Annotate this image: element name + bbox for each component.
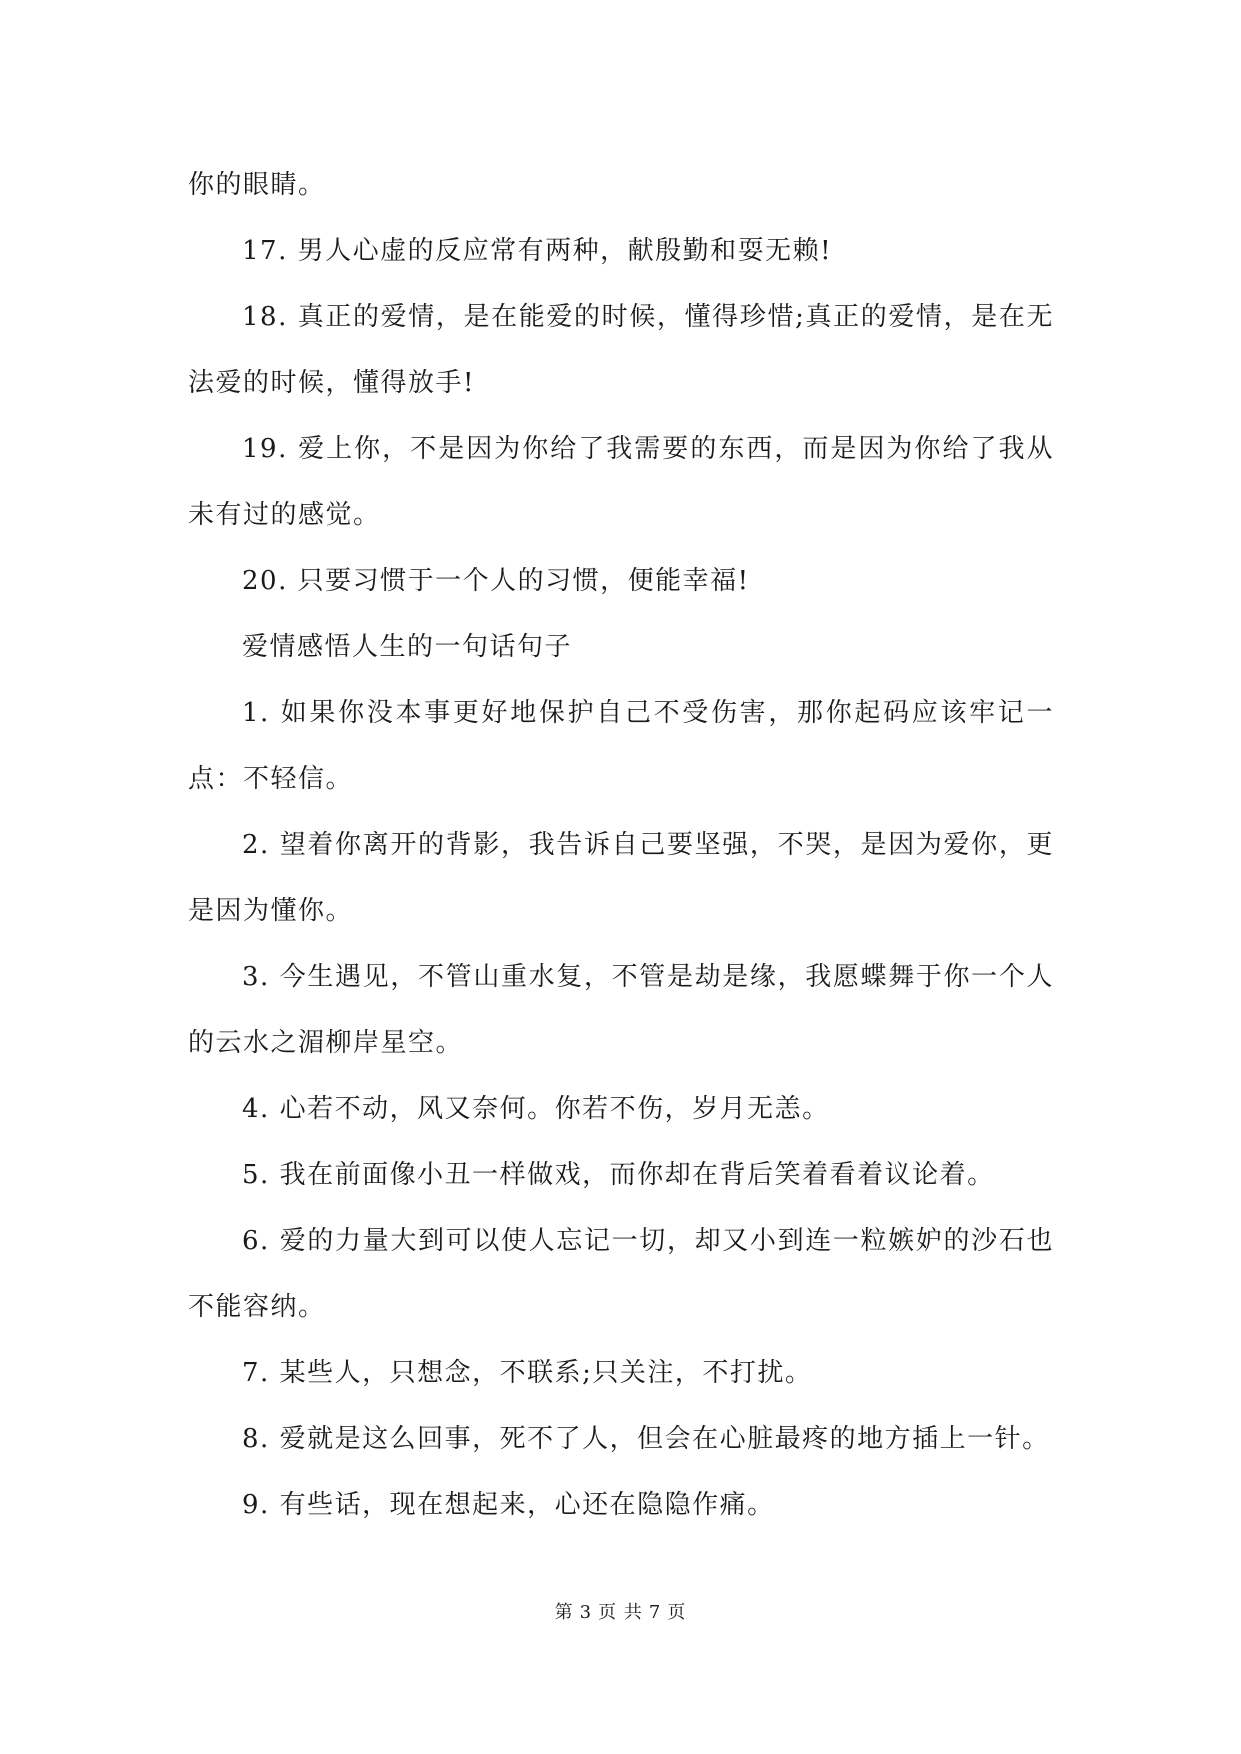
list-item-17: 17. 男人心虚的反应常有两种，献殷勤和耍无赖! — [242, 236, 833, 266]
paragraph: 你的眼睛。 — [188, 170, 326, 200]
list-item-9: 9. 有些话，现在想起来，心还在隐隐作痛。 — [242, 1490, 775, 1520]
list-item-5: 5. 我在前面像小丑一样做戏，而你却在背后笑着看着议论着。 — [242, 1160, 995, 1190]
list-item-18: 18. 真正的爱情，是在能爱的时候，懂得珍惜;真正的爱情，是在无法爱的时候，懂得放手! — [188, 302, 1054, 398]
footer-prefix: 第 — [554, 1602, 574, 1623]
list-item-2: 2. 望着你离开的背影，我告诉自己要坚强，不哭，是因为爱你，更是因为懂你。 — [188, 830, 1054, 926]
list-item-4: 4. 心若不动，风又奈何。你若不伤，岁月无恙。 — [242, 1094, 830, 1124]
list-item-20: 20. 只要习惯于一个人的习惯，便能幸福! — [242, 566, 750, 596]
total-pages-number: 7 — [648, 1602, 662, 1623]
footer-suffix: 页 — [667, 1602, 687, 1623]
list-item-1: 1. 如果你没本事更好地保护自己不受伤害，那你起码应该牢记一点：不轻信。 — [188, 698, 1054, 794]
page-footer — [0, 1598, 1241, 1624]
list-item-19: 19. 爱上你，不是因为你给了我需要的东西，而是因为你给了我从未有过的感觉。 — [188, 434, 1054, 530]
section-heading: 爱情感悟人生的一句话句子 — [242, 632, 573, 662]
document-body — [188, 152, 1054, 1538]
list-item-6: 6. 爱的力量大到可以使人忘记一切，却又小到连一粒嫉妒的沙石也不能容纳。 — [188, 1226, 1054, 1322]
footer-middle: 页 共 — [598, 1602, 643, 1623]
current-page-number: 3 — [579, 1602, 593, 1623]
list-item-7: 7. 某些人，只想念，不联系;只关注，不打扰。 — [242, 1358, 813, 1388]
list-item-8: 8. 爱就是这么回事，死不了人，但会在心脏最疼的地方插上一针。 — [242, 1424, 1050, 1454]
list-item-3: 3. 今生遇见，不管山重水复，不管是劫是缘，我愿蝶舞于你一个人的云水之湄柳岸星空。 — [188, 962, 1054, 1058]
